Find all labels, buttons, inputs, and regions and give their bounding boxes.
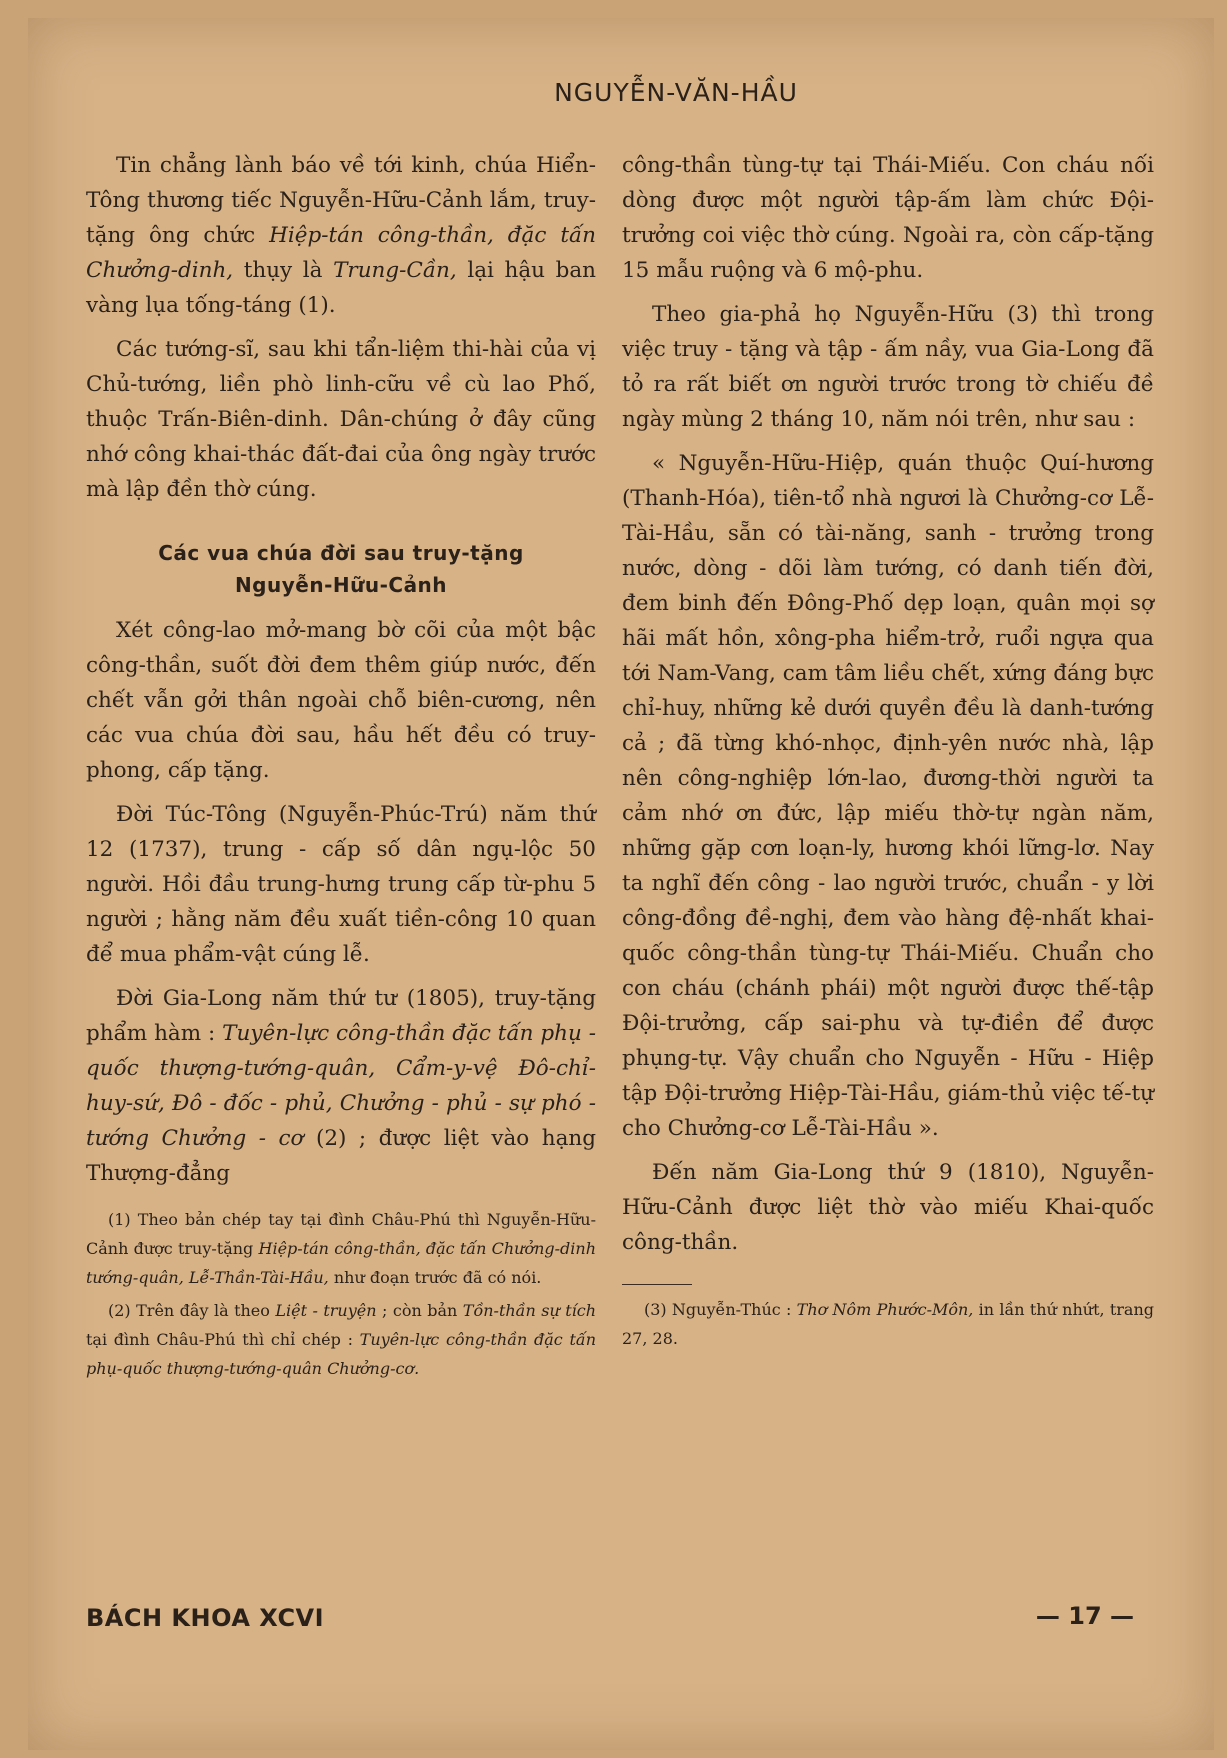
paragraph: công-thần tùng-tự tại Thái-Miếu. Con cháu nối dòng được một người tập-ấm làm chức Đội-trưởng coi việc thờ cúng. Ngoài ra, còn cấp-tặng 15 mẫu ruộng và 6 mộ-phu. [622, 153, 1154, 283]
left-column [86, 148, 596, 1387]
quoted-decree: « Nguyễn-Hữu-Hiệp, quán thuộc Quí-hương (Thanh-Hóa), tiên-tổ nhà ngươi là Chưởng-cơ Lễ-Tài-Hầu, sẵn có tài-năng, sanh - trưởng trong nước, dòng - dõi làm tướng, có danh tiến đời, đem binh đến Đông-Phố dẹp loạn, quân mọi sợ hãi mất hồn, xông-pha hiểm-trở, ruổi ngựa qua tới Nam-Vang, cam tâm liều chết, xứng đáng bực chỉ-huy, những kẻ dưới quyền đều là danh-tướng cả ; đã từng khó-nhọc, định-yên nước nhà, lập nên công-nghiệp lớn-lao, đương-thời người ta cảm nhớ ơn đức, lập miếu thờ-tự ngàn năm, những gặp cơn loạn-ly, hương khói lững-lơ. Nay ta nghĩ đến công - lao người trước, chuẩn - y lời công-đồng đề-nghị, đem vào hàng đệ-nhất khai-quốc công-thần tùng-tự Thái-Miếu. Chuẩn cho con cháu (chánh phái) một người được thế-tập Đội-trưởng, cấp sai-phu và tự-điền để được phụng-tự. Vậy chuẩn cho Nguyễn - Hữu - Hiệp tập Đội-trưởng Hiệp-Tài-Hầu, giám-thủ việc tế-tự cho Chưởng-cơ Lễ-Tài-Hầu ». [622, 451, 1154, 1141]
running-header: NGUYỄN-VĂN-HẦU [554, 78, 798, 107]
paragraph: Đến năm Gia-Long thứ 9 (1810), Nguyễn-Hữu-Cảnh được liệt thờ vào miếu Khai-quốc công-thần. [622, 1160, 1154, 1255]
footnotes [86, 1205, 596, 1383]
right-column [622, 148, 1154, 1357]
footnote-2: (2) Trên đây là theo Liệt - truyện ; còn bản Tồn-thần sự tích tại đình Châu-Phú thì chỉ chép : Tuyên-lực công-thần đặc tấn phụ-quốc thượng-tướng-quân Chưởng-cơ. [86, 1301, 597, 1378]
paragraph: Đời Gia-Long năm thứ tư (1805), truy-tặng phẩm hàm : Tuyên-lực công-thần đặc tấn phụ - quốc thượng-tướng-quân, Cẩm-y-vệ Đô-chỉ-huy-sứ, Đô - đốc - phủ, Chưởng - phủ - sự phó - tướng Chưởng - cơ (2) ; được liệt vào hạng Thượng-đẳng [86, 986, 596, 1186]
footnotes [622, 1295, 1154, 1353]
page-number: — 17 — [1035, 1602, 1134, 1630]
paragraph: Theo gia-phả họ Nguyễn-Hữu (3) thì trong việc truy - tặng và tập - ấm nầy, vua Gia-Long đã tỏ ra rất biết ơn người trước trong tờ chiếu đề ngày mùng 2 tháng 10, năm nói trên, như sau : [622, 302, 1154, 432]
section-heading: Các vua chúa đời sau truy-tặng Nguyễn-Hữu-Cảnh [158, 541, 524, 597]
magazine-issue: BÁCH KHOA XCVI [86, 1604, 325, 1632]
footnote-3: (3) Nguyễn-Thúc : Thơ Nôm Phước-Môn, in lần thứ nhứt, trang 27, 28. [622, 1300, 1155, 1348]
paragraph: Xét công-lao mở-mang bờ cõi của một bậc công-thần, suốt đời đem thêm giúp nước, đến chết vẫn gởi thân ngoài chỗ biên-cương, nên các vua chúa đời sau, hầu hết đều có truy-phong, cấp tặng. [86, 618, 596, 783]
footnote-1: (1) Theo bản chép tay tại đình Châu-Phú thì Nguyễn-Hữu-Cảnh được truy-tặng Hiệp-tán công-thần, đặc tấn Chưởng-dinh tướng-quân, Lễ-Thần-Tài-Hầu, như đoạn trước đã có nói. [86, 1210, 596, 1287]
magazine-page [28, 18, 1214, 1750]
footnote-rule [622, 1284, 692, 1285]
paragraph: Đời Túc-Tông (Nguyễn-Phúc-Trú) năm thứ 12 (1737), trung - cấp số dân ngụ-lộc 50 người. Hồi đầu trung-hưng trung cấp từ-phu 5 người ; hằng năm đều xuất tiền-công 10 quan để mua phẩm-vật cúng lễ. [86, 802, 596, 967]
paragraph: Các tướng-sĩ, sau khi tẩn-liệm thi-hài của vị Chủ-tướng, liền phò linh-cữu về cù lao Phố, thuộc Trấn-Biên-dinh. Dân-chúng ở đây cũng nhớ công khai-thác đất-đai của ông ngày trước mà lập đền thờ cúng. [86, 337, 596, 502]
paragraph: Tin chẳng lành báo về tới kinh, chúa Hiển-Tông thương tiếc Nguyễn-Hữu-Cảnh lắm, truy-tặng ông chức Hiệp-tán công-thần, đặc tấn Chưởng-dinh, thụy là Trung-Cần, lại hậu ban vàng lụa tống-táng (1). [86, 153, 596, 318]
